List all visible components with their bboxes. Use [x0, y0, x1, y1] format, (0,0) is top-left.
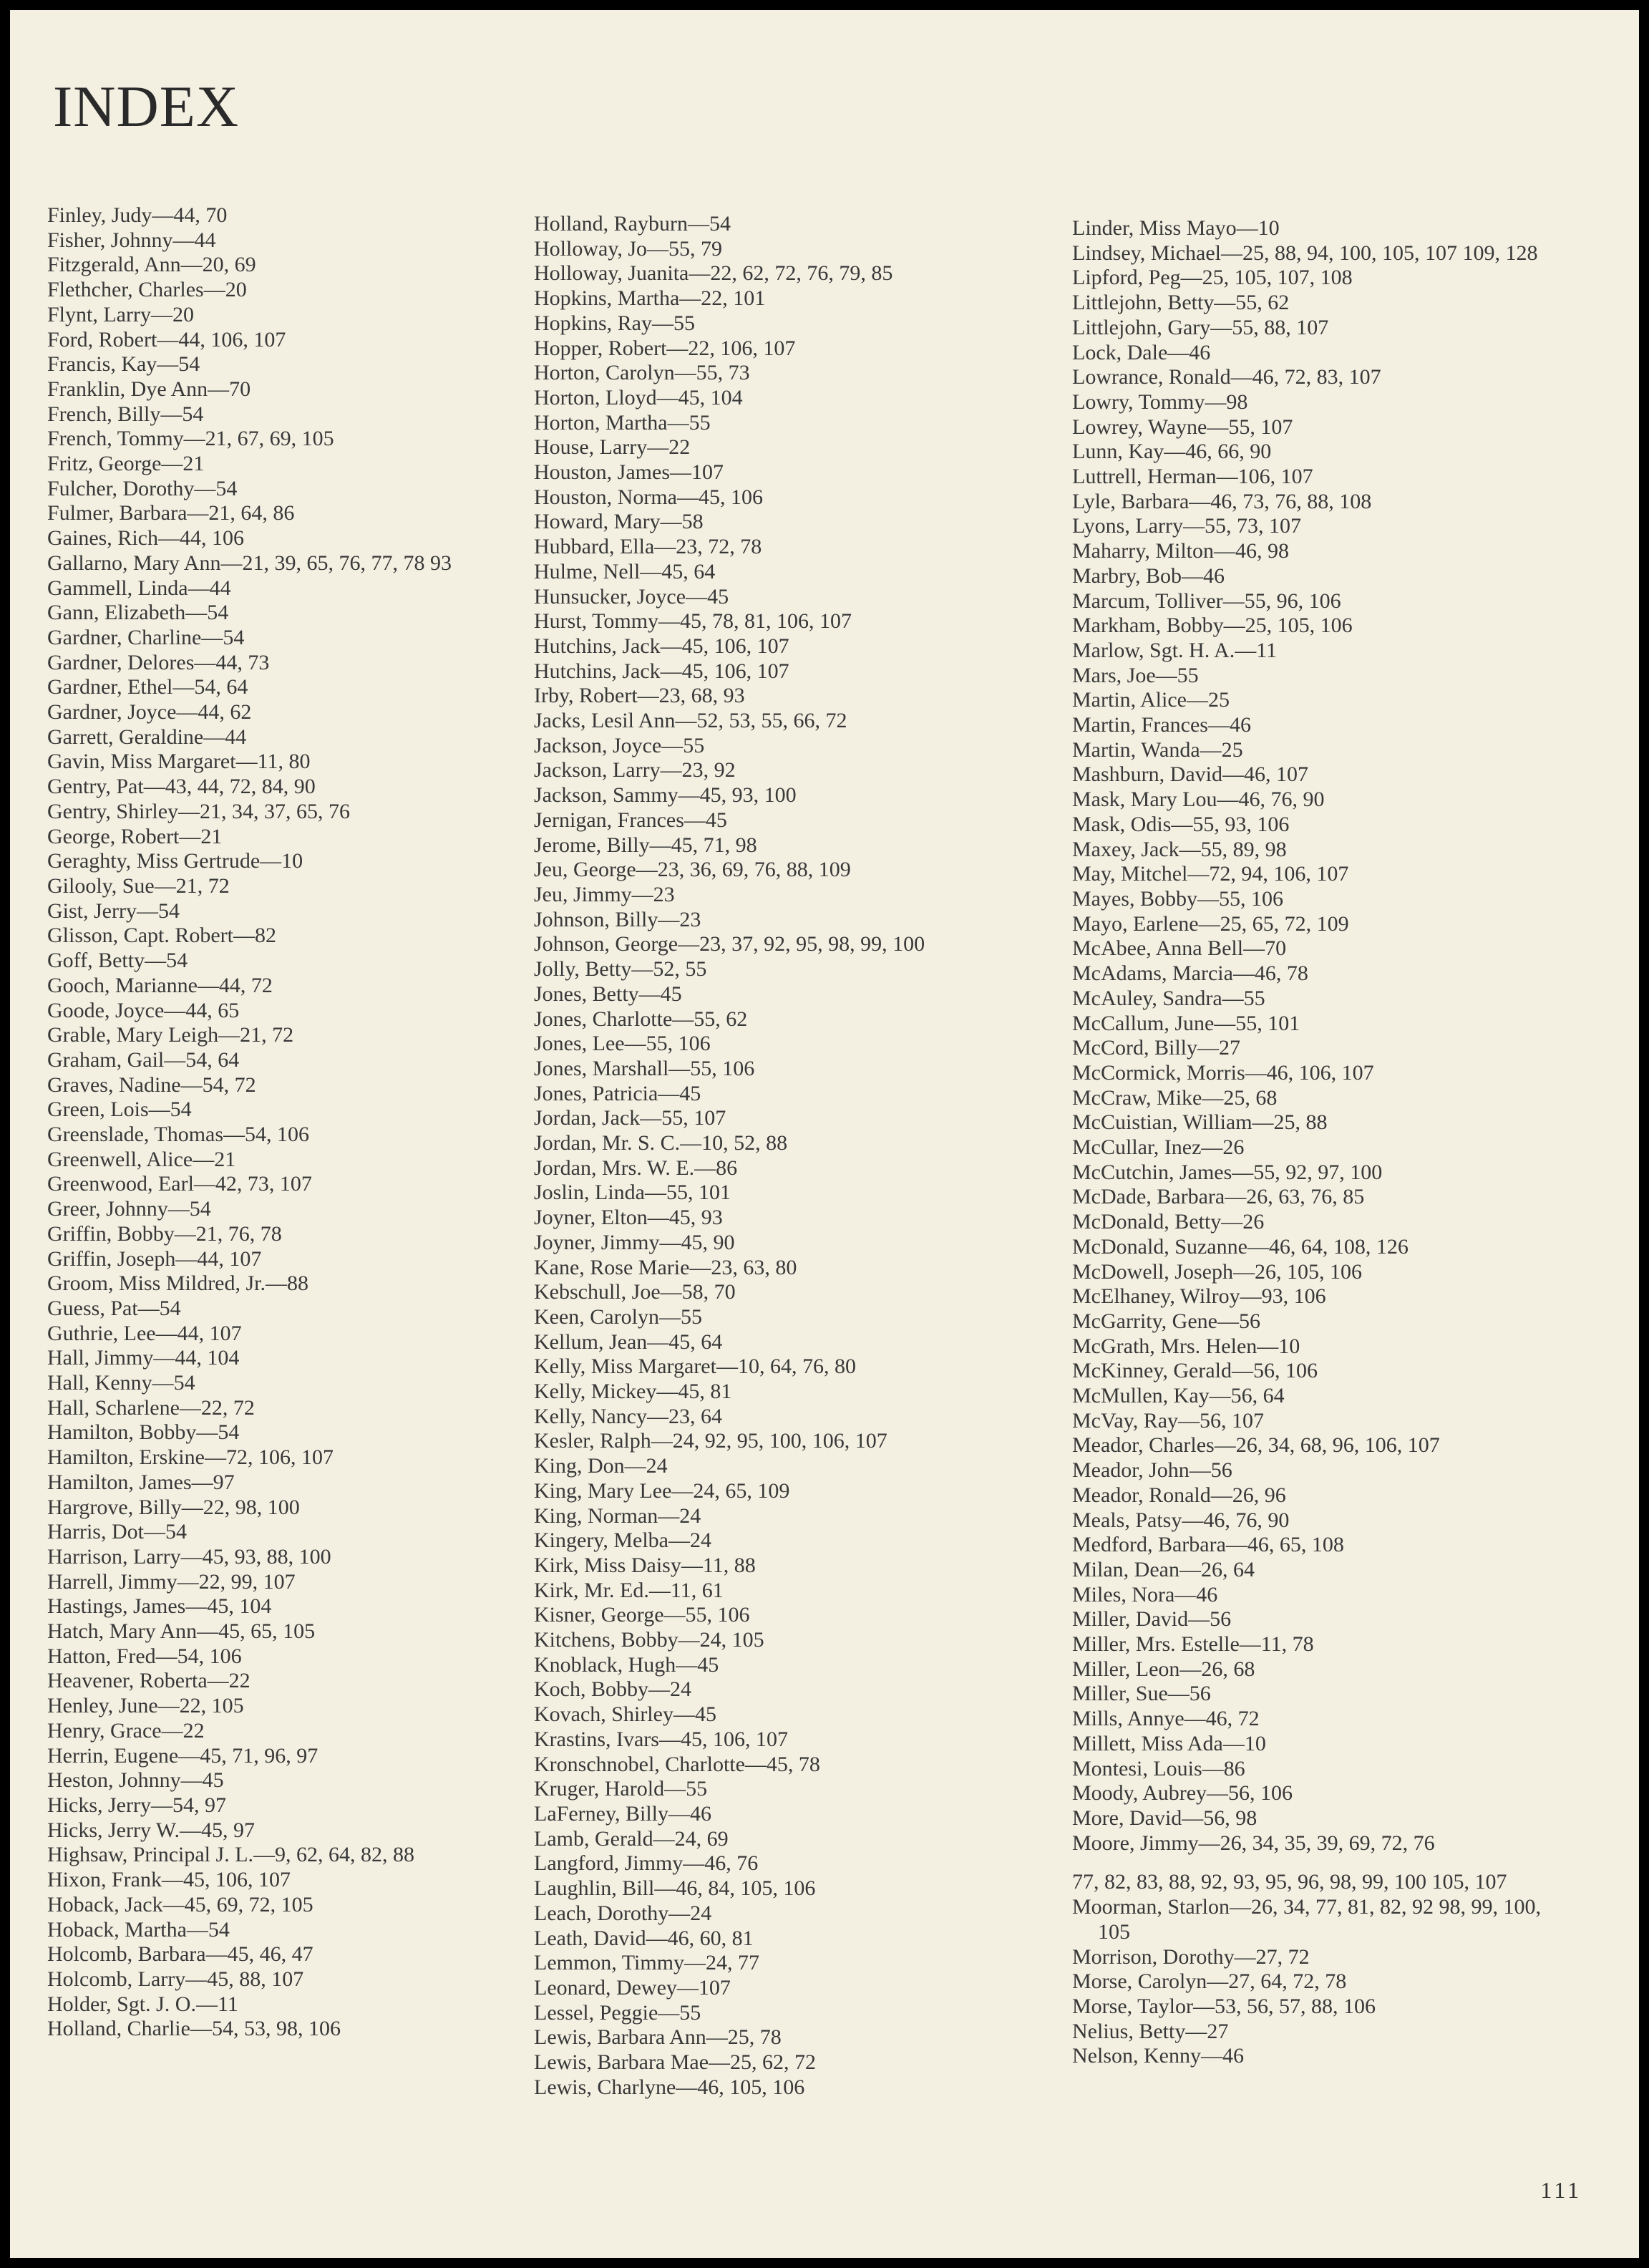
index-entry: Luttrell, Herman—106, 107 — [1072, 465, 1313, 489]
index-entry: Lowry, Tommy—98 — [1072, 389, 1248, 414]
index-entry: Littlejohn, Betty—55, 62 — [1072, 291, 1290, 315]
index-entry: Morse, Carolyn—27, 64, 72, 78 — [1072, 1969, 1347, 1994]
index-entry: Groom, Miss Mildred, Jr.—88 — [47, 1271, 309, 1296]
index-entry: Joslin, Linda—55, 101 — [534, 1181, 731, 1205]
index-entry: Hubbard, Ella—23, 72, 78 — [534, 535, 762, 559]
index-entry: Houston, Norma—45, 106 — [534, 485, 763, 509]
index-entry: Howard, Mary—58 — [534, 510, 704, 534]
index-entry: Flethcher, Charles—20 — [47, 278, 247, 302]
index-entry: Holder, Sgt. J. O.—11 — [47, 1992, 238, 2016]
index-entry: Horton, Carolyn—55, 73 — [534, 361, 750, 385]
index-entry: Hutchins, Jack—45, 106, 107 — [534, 659, 789, 683]
index-entry: Mask, Mary Lou—46, 76, 90 — [1072, 788, 1325, 812]
index-entry: Lyle, Barbara—46, 73, 76, 88, 108 — [1072, 489, 1372, 513]
index-entry: Fulcher, Dorothy—54 — [47, 476, 238, 500]
index-entry: Kirk, Mr. Ed.—11, 61 — [534, 1578, 724, 1602]
index-entry: Lewis, Charlyne—46, 105, 106 — [534, 2075, 805, 2099]
index-entry: Houston, James—107 — [534, 460, 724, 485]
index-entry: Jones, Marshall—55, 106 — [534, 1056, 755, 1080]
index-entry: LaFerney, Billy—46 — [534, 1802, 712, 1826]
index-entry: McGarrity, Gene—56 — [1072, 1309, 1260, 1333]
index-entry: Lunn, Kay—46, 66, 90 — [1072, 440, 1272, 464]
index-entry: Marbry, Bob—46 — [1072, 563, 1225, 588]
index-entry: Jackson, Larry—23, 92 — [534, 758, 736, 782]
index-entry: 77, 82, 83, 88, 92, 93, 95, 96, 98, 99, 100 105, 107 — [1072, 1870, 1507, 1894]
index-entry: Griffin, Bobby—21, 76, 78 — [47, 1221, 282, 1246]
index-entry: Franklin, Dye Ann—70 — [47, 377, 251, 401]
index-entry: McAbee, Anna Bell—70 — [1072, 936, 1287, 961]
index-entry: Harrell, Jimmy—22, 99, 107 — [47, 1569, 296, 1594]
index-entry: Hastings, James—45, 104 — [47, 1594, 272, 1619]
index-entry: Hopkins, Martha—22, 101 — [534, 286, 766, 311]
index-column-3 — [1072, 216, 1573, 2069]
index-entry: McCuistian, William—25, 88 — [1072, 1110, 1328, 1135]
index-entry: Kingery, Melba—24 — [534, 1528, 711, 1553]
index-entry: McDade, Barbara—26, 63, 76, 85 — [1072, 1185, 1365, 1209]
index-entry: Marlow, Sgt. H. A.—11 — [1072, 638, 1278, 662]
index-entry: Gann, Elizabeth—54 — [47, 601, 229, 625]
index-entry: Jernigan, Frances—45 — [534, 808, 727, 832]
index-entry: Jordan, Jack—55, 107 — [534, 1106, 726, 1130]
index-entry: Moorman, Starlon—26, 34, 77, 81, 82, 92 98, 99, 100, 105 — [1072, 1895, 1541, 1944]
index-entry: Jolly, Betty—52, 55 — [534, 957, 707, 982]
index-entry: Jones, Charlotte—55, 62 — [534, 1007, 748, 1031]
index-entry: Linder, Miss Mayo—10 — [1072, 216, 1280, 240]
index-entry: Harris, Dot—54 — [47, 1520, 187, 1544]
index-entry: Ford, Robert—44, 106, 107 — [47, 327, 286, 352]
index-entry: Lowrance, Ronald—46, 72, 83, 107 — [1072, 365, 1381, 389]
index-entry: Holloway, Juanita—22, 62, 72, 76, 79, 85 — [534, 261, 893, 286]
index-entry: Kisner, George—55, 106 — [534, 1603, 750, 1627]
index-entry: Green, Lois—54 — [47, 1097, 192, 1122]
index-entry: Meador, Charles—26, 34, 68, 96, 106, 107 — [1072, 1433, 1440, 1458]
index-entry: Gardner, Joyce—44, 62 — [47, 700, 252, 724]
index-entry: Kane, Rose Marie—23, 63, 80 — [534, 1255, 797, 1279]
index-entry: Lemmon, Timmy—24, 77 — [534, 1951, 760, 1975]
index-entry: Littlejohn, Gary—55, 88, 107 — [1072, 315, 1329, 339]
index-entry: Hunsucker, Joyce—45 — [534, 584, 729, 609]
index-entry: Lindsey, Michael—25, 88, 94, 100, 105, 107 109, 128 — [1072, 241, 1538, 265]
index-entry: Fulmer, Barbara—21, 64, 86 — [47, 501, 295, 525]
index-entry: Martin, Wanda—25 — [1072, 737, 1243, 762]
index-entry: Gardner, Ethel—54, 64 — [47, 675, 248, 699]
index-entry: Graves, Nadine—54, 72 — [47, 1072, 256, 1097]
index-entry: Martin, Frances—46 — [1072, 713, 1251, 737]
index-entry: Jeu, George—23, 36, 69, 76, 88, 109 — [534, 858, 851, 882]
index-entry: Kelly, Miss Margaret—10, 64, 76, 80 — [534, 1354, 856, 1379]
index-entry: McCraw, Mike—25, 68 — [1072, 1085, 1278, 1110]
index-entry: Mayes, Bobby—55, 106 — [1072, 886, 1283, 911]
index-entry: Martin, Alice—25 — [1072, 688, 1230, 712]
index-entry: Hopkins, Ray—55 — [534, 311, 695, 335]
index-entry: Hutchins, Jack—45, 106, 107 — [534, 634, 789, 658]
index-entry: McKinney, Gerald—56, 106 — [1072, 1359, 1318, 1383]
index-entry: Laughlin, Bill—46, 84, 105, 106 — [534, 1876, 816, 1901]
index-entry: Guthrie, Lee—44, 107 — [47, 1321, 242, 1345]
index-entry: Milan, Dean—26, 64 — [1072, 1557, 1255, 1581]
index-entry: Grable, Mary Leigh—21, 72 — [47, 1023, 294, 1047]
index-entry: Lewis, Barbara Ann—25, 78 — [534, 2025, 782, 2050]
index-entry: Gavin, Miss Margaret—11, 80 — [47, 750, 311, 774]
index-entry: Goff, Betty—54 — [47, 949, 188, 973]
index-entry: Hicks, Jerry—54, 97 — [47, 1793, 226, 1817]
index-entry: Kronschnobel, Charlotte—45, 78 — [534, 1752, 820, 1776]
index-entry: Hatch, Mary Ann—45, 65, 105 — [47, 1619, 316, 1644]
index-entry: Joyner, Elton—45, 93 — [534, 1206, 723, 1230]
index-entry: Meals, Patsy—46, 76, 90 — [1072, 1508, 1290, 1532]
index-entry: Garrett, Geraldine—44 — [47, 724, 247, 749]
index-entry: McMullen, Kay—56, 64 — [1072, 1384, 1285, 1408]
index-entry: Miller, Mrs. Estelle—11, 78 — [1072, 1632, 1314, 1657]
index-entry: Guess, Pat—54 — [47, 1296, 181, 1320]
index-entry: Miles, Nora—46 — [1072, 1582, 1218, 1606]
index-entry: Moore, Jimmy—26, 34, 35, 39, 69, 72, 76 — [1072, 1831, 1435, 1855]
index-entry: Millett, Miss Ada—10 — [1072, 1731, 1266, 1755]
index-entry: Lipford, Peg—25, 105, 107, 108 — [1072, 266, 1353, 290]
index-entry: Finley, Judy—44, 70 — [47, 203, 228, 227]
index-entry: Highsaw, Principal J. L.—9, 62, 64, 82, 88 — [47, 1843, 415, 1867]
index-entry: Heavener, Roberta—22 — [47, 1669, 250, 1693]
index-entry: McDowell, Joseph—26, 105, 106 — [1072, 1259, 1362, 1284]
index-entry: Jackson, Joyce—55 — [534, 733, 705, 757]
index-entry: Hamilton, Erskine—72, 106, 107 — [47, 1445, 334, 1470]
index-column-2 — [534, 212, 1049, 2100]
index-entry: George, Robert—21 — [47, 824, 223, 848]
index-entry: Langford, Jimmy—46, 76 — [534, 1851, 759, 1876]
index-entry: Hall, Scharlene—22, 72 — [47, 1395, 255, 1420]
index-entry: Hopper, Robert—22, 106, 107 — [534, 336, 796, 360]
index-entry: Lyons, Larry—55, 73, 107 — [1072, 514, 1301, 538]
index-entry: May, Mitchel—72, 94, 106, 107 — [1072, 862, 1349, 886]
index-column-1 — [47, 203, 541, 2042]
index-entry: Johnson, George—23, 37, 92, 95, 98, 99, 100 — [534, 932, 925, 956]
index-entry: Nelson, Kenny—46 — [1072, 2044, 1244, 2068]
index-entry: Hall, Kenny—54 — [47, 1371, 195, 1395]
index-entry: Mayo, Earlene—25, 65, 72, 109 — [1072, 911, 1349, 936]
index-entry: French, Tommy—21, 67, 69, 105 — [47, 427, 334, 451]
index-entry: Kellum, Jean—45, 64 — [534, 1329, 723, 1354]
index-entry: Kitchens, Bobby—24, 105 — [534, 1628, 764, 1652]
index-entry: Morse, Taylor—53, 56, 57, 88, 106 — [1072, 1994, 1376, 2018]
index-entry: Greenwood, Earl—42, 73, 107 — [47, 1172, 312, 1196]
page-number: 111 — [1540, 2177, 1582, 2203]
index-entry: Knoblack, Hugh—45 — [534, 1652, 719, 1677]
index-entry: McAdams, Marcia—46, 78 — [1072, 961, 1308, 986]
index-entry: More, David—56, 98 — [1072, 1806, 1258, 1830]
index-entry: Lamb, Gerald—24, 69 — [534, 1826, 729, 1851]
index-entry: Irby, Robert—23, 68, 93 — [534, 684, 745, 708]
index-entry: Harrison, Larry—45, 93, 88, 100 — [47, 1544, 331, 1569]
index-entry: Moody, Aubrey—56, 106 — [1072, 1781, 1293, 1806]
index-entry: Hargrove, Billy—22, 98, 100 — [47, 1495, 300, 1519]
index-entry: King, Norman—24 — [534, 1503, 701, 1528]
index-entry: Maxey, Jack—55, 89, 98 — [1072, 837, 1287, 861]
index-entry: Jeu, Jimmy—23 — [534, 882, 675, 906]
index-entry: Joyner, Jimmy—45, 90 — [534, 1230, 735, 1254]
index-entry: Hamilton, James—97 — [47, 1470, 235, 1494]
index-entry: Jacks, Lesil Ann—52, 53, 55, 66, 72 — [534, 709, 847, 733]
index-entry: Greenslade, Thomas—54, 106 — [47, 1123, 310, 1147]
index-entry: Leonard, Dewey—107 — [534, 1975, 731, 2000]
index-entry: McCutchin, James—55, 92, 97, 100 — [1072, 1160, 1383, 1184]
index-entry: Hurst, Tommy—45, 78, 81, 106, 107 — [534, 609, 852, 634]
index-entry: Morrison, Dorothy—27, 72 — [1072, 1944, 1310, 1969]
index-entry: Hoback, Martha—54 — [47, 1917, 230, 1942]
index-entry: Greenwell, Alice—21 — [47, 1147, 236, 1171]
index-entry: Flynt, Larry—20 — [47, 302, 194, 326]
index-entry: Gardner, Charline—54 — [47, 625, 245, 649]
index-entry: Kirk, Miss Daisy—11, 88 — [534, 1553, 756, 1577]
index-entry: Lock, Dale—46 — [1072, 340, 1211, 364]
index-entry: Horton, Martha—55 — [534, 410, 711, 435]
index-entry: Mashburn, David—46, 107 — [1072, 762, 1308, 787]
index-entry: Geraghty, Miss Gertrude—10 — [47, 849, 303, 873]
index-entry: Gentry, Shirley—21, 34, 37, 65, 76 — [47, 799, 351, 823]
index-entry: Nelius, Betty—27 — [1072, 2019, 1229, 2043]
index-entry: Holcomb, Larry—45, 88, 107 — [47, 1967, 304, 1991]
index-entry: Jordan, Mrs. W. E.—86 — [534, 1155, 738, 1180]
index-entry: Henry, Grace—22 — [47, 1718, 205, 1743]
index-entry: Johnson, Billy—23 — [534, 907, 701, 931]
index-entry: Gist, Jerry—54 — [47, 898, 180, 923]
index-entry: Heston, Johnny—45 — [47, 1768, 224, 1793]
index-entry: Gallarno, Mary Ann—21, 39, 65, 76, 77, 78 93 — [47, 551, 452, 575]
index-entry: McCallum, June—55, 101 — [1072, 1011, 1300, 1035]
index-entry: Holcomb, Barbara—45, 46, 47 — [47, 1942, 313, 1967]
index-entry: Kovach, Shirley—45 — [534, 1702, 716, 1727]
index-entry: McAuley, Sandra—55 — [1072, 986, 1265, 1010]
index-entry: McElhaney, Wilroy—93, 106 — [1072, 1284, 1326, 1309]
index-entry: Keen, Carolyn—55 — [534, 1304, 702, 1329]
index-entry: Francis, Kay—54 — [47, 352, 200, 377]
index-entry: Gentry, Pat—43, 44, 72, 84, 90 — [47, 775, 316, 799]
index-entry: Hulme, Nell—45, 64 — [534, 559, 716, 583]
index-entry: Jerome, Billy—45, 71, 98 — [534, 833, 757, 857]
index-entry: Goode, Joyce—44, 65 — [47, 998, 240, 1022]
index-entry: McGrath, Mrs. Helen—10 — [1072, 1334, 1300, 1358]
index-entry: Krastins, Ivars—45, 106, 107 — [534, 1727, 788, 1751]
index-entry: Horton, Lloyd—45, 104 — [534, 385, 743, 410]
index-entry: Jones, Lee—55, 106 — [534, 1032, 711, 1056]
index-entry: Jackson, Sammy—45, 93, 100 — [534, 783, 797, 808]
index-entry: Medford, Barbara—46, 65, 108 — [1072, 1533, 1344, 1557]
index-entry: Fitzgerald, Ann—20, 69 — [47, 253, 256, 277]
index-entry: Gardner, Delores—44, 73 — [47, 650, 270, 674]
index-entry: Maharry, Milton—46, 98 — [1072, 539, 1290, 563]
index-entry: McCord, Billy—27 — [1072, 1036, 1241, 1060]
index-entry: Greer, Johnny—54 — [47, 1197, 211, 1221]
index-entry: Gilooly, Sue—21, 72 — [47, 873, 230, 898]
index-entry: Miller, Leon—26, 68 — [1072, 1657, 1255, 1681]
index-entry: Fritz, George—21 — [47, 452, 205, 476]
page-title: INDEX — [53, 74, 240, 139]
index-entry: Leach, Dorothy—24 — [534, 1901, 712, 1925]
index-entry: Jones, Betty—45 — [534, 982, 682, 1006]
index-entry: McCullar, Inez—26 — [1072, 1135, 1245, 1160]
index-entry: Kelly, Nancy—23, 64 — [534, 1404, 722, 1428]
index-entry: McCormick, Morris—46, 106, 107 — [1072, 1060, 1374, 1085]
index-entry: Kruger, Harold—55 — [534, 1777, 708, 1801]
index-entry: Holland, Charlie—54, 53, 98, 106 — [47, 2017, 341, 2041]
index-entry: Jordan, Mr. S. C.—10, 52, 88 — [534, 1131, 788, 1155]
index-entry: Hixon, Frank—45, 106, 107 — [47, 1868, 291, 1892]
index-entry: Lessel, Peggie—55 — [534, 2000, 701, 2025]
index-entry: Mars, Joe—55 — [1072, 663, 1199, 687]
index-entry: Kesler, Ralph—24, 92, 95, 100, 106, 107 — [534, 1429, 887, 1453]
index-entry: Henley, June—22, 105 — [47, 1694, 244, 1718]
index-entry: Fisher, Johnny—44 — [47, 228, 216, 252]
index-entry: Gaines, Rich—44, 106 — [47, 526, 244, 551]
index-entry: Graham, Gail—54, 64 — [47, 1047, 240, 1072]
index-entry: McDonald, Betty—26 — [1072, 1210, 1265, 1234]
index-entry: Hoback, Jack—45, 69, 72, 105 — [47, 1892, 313, 1916]
index-entry: Markham, Bobby—25, 105, 106 — [1072, 614, 1353, 638]
index-entry: French, Billy—54 — [47, 402, 204, 426]
index-entry: Hicks, Jerry W.—45, 97 — [47, 1818, 255, 1842]
index-entry: Leath, David—46, 60, 81 — [534, 1926, 754, 1950]
index-entry: Griffin, Joseph—44, 107 — [47, 1246, 262, 1271]
index-entry: Meador, John—56 — [1072, 1458, 1232, 1483]
index-entry: Hatton, Fred—54, 106 — [47, 1644, 242, 1668]
index-entry: Holloway, Jo—55, 79 — [534, 236, 723, 261]
index-entry: Koch, Bobby—24 — [534, 1677, 691, 1702]
index-entry: Miller, Sue—56 — [1072, 1682, 1211, 1706]
index-entry: Meador, Ronald—26, 96 — [1072, 1483, 1286, 1507]
index-entry: King, Don—24 — [534, 1454, 668, 1478]
index-entry: Gammell, Linda—44 — [47, 576, 231, 600]
index-entry: Hamilton, Bobby—54 — [47, 1420, 240, 1445]
index-entry: Herrin, Eugene—45, 71, 96, 97 — [47, 1743, 318, 1768]
index-entry: Montesi, Louis—86 — [1072, 1756, 1245, 1780]
index-entry: McDonald, Suzanne—46, 64, 108, 126 — [1072, 1234, 1409, 1259]
index-page — [10, 10, 1639, 2258]
index-entry: McVay, Ray—56, 107 — [1072, 1408, 1265, 1433]
index-entry: Gooch, Marianne—44, 72 — [47, 973, 273, 997]
index-entry: Lowrey, Wayne—55, 107 — [1072, 415, 1293, 439]
index-entry: Mills, Annye—46, 72 — [1072, 1707, 1260, 1731]
index-entry: King, Mary Lee—24, 65, 109 — [534, 1478, 790, 1503]
index-entry: Kebschull, Joe—58, 70 — [534, 1280, 736, 1304]
index-entry: Glisson, Capt. Robert—82 — [47, 924, 276, 948]
index-entry: Kelly, Mickey—45, 81 — [534, 1380, 732, 1404]
index-entry: Hall, Jimmy—44, 104 — [47, 1346, 240, 1370]
index-entry: Lewis, Barbara Mae—25, 62, 72 — [534, 2050, 817, 2075]
index-entry: House, Larry—22 — [534, 435, 691, 460]
index-entry: Miller, David—56 — [1072, 1607, 1232, 1632]
index-entry: Holland, Rayburn—54 — [534, 212, 731, 236]
index-entry: Mask, Odis—55, 93, 106 — [1072, 812, 1290, 836]
index-entry: Marcum, Tolliver—55, 96, 106 — [1072, 588, 1341, 613]
index-entry: Jones, Patricia—45 — [534, 1081, 701, 1105]
